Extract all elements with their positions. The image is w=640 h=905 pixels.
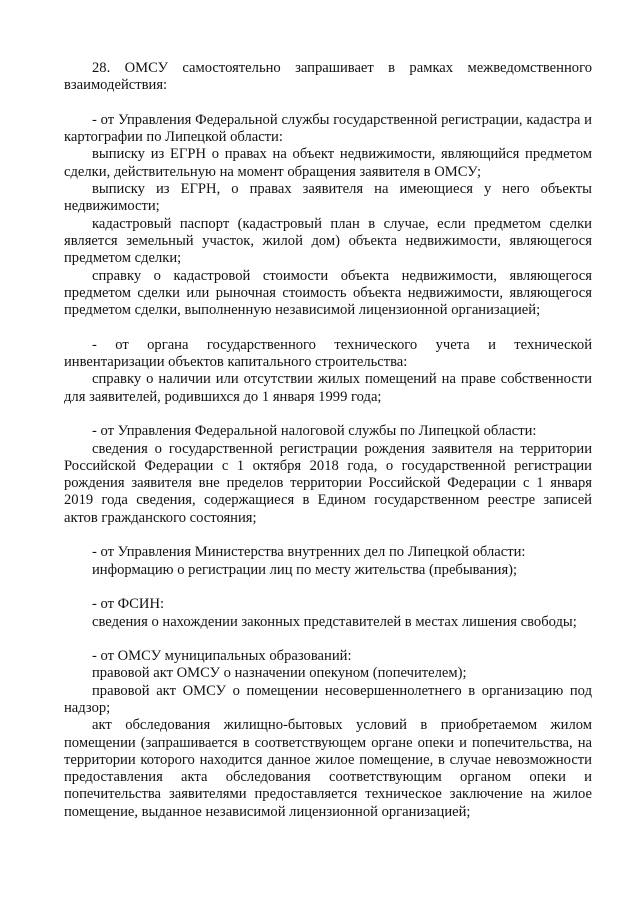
section-gap	[64, 95, 592, 112]
source-section	[64, 648, 592, 821]
document-item-paragraph: кадастровый паспорт (кадастровый план в случае, если предметом сделки является земельный участок, жилой дом) объекта недвижимости, являющегося предметом сделки;	[64, 215, 592, 267]
clause-header-section	[64, 60, 592, 95]
document-body	[64, 60, 592, 821]
section-heading-paragraph: - от органа государственного технического учета и технической инвентаризации объектов капитального строительства:	[64, 336, 592, 371]
source-section	[64, 423, 592, 527]
source-section	[64, 337, 592, 406]
document-item-paragraph: справку о кадастровой стоимости объекта недвижимости, являющегося предметом сделки или рыночная стоимость объекта недвижимости, являющегося предметом сделки, выполненную независимой лицензионной организацией;	[64, 267, 592, 319]
document-item-paragraph: информацию о регистрации лиц по месту жительства (пребывания);	[92, 561, 518, 578]
section-heading-paragraph: - от Управления Федеральной службы государственной регистрации, кадастра и картографии по Липецкой области:	[64, 111, 592, 146]
source-section	[64, 596, 592, 631]
section-heading-paragraph: - от ФСИН:	[92, 596, 165, 613]
section-gap	[64, 631, 592, 648]
section-heading-paragraph: - от Управления Министерства внутренних дел по Липецкой области:	[92, 544, 526, 561]
document-item-paragraph: выписку из ЕГРН, о правах заявителя на имеющиеся у него объекты недвижимости;	[64, 181, 592, 215]
source-section	[64, 112, 592, 320]
document-item-paragraph: сведения о государственной регистрации рождения заявителя на территории Российской Федерации с 1 октября 2018 года, о государственной регистрации рождения заявителя вне пределов территории Российской Федерации с 1 января 2019 года сведения, содержащиеся в Едином государственном реестре записей актов гражданского состояния;	[64, 440, 592, 526]
document-item-paragraph: выписку из ЕГРН о правах на объект недвижимости, являющийся предметом сделки, действительную на момент обращения заявителя в ОМСУ;	[64, 146, 592, 180]
document-item-paragraph: сведения о нахождении законных представителей в местах лишения свободы;	[92, 613, 577, 630]
section-gap	[64, 406, 592, 423]
section-heading-paragraph: 28. ОМСУ самостоятельно запрашивает в рамках межведомственного взаимодействия:	[64, 60, 592, 94]
document-item-paragraph: акт обследования жилищно-бытовых условий в приобретаемом жилом помещении (запрашивается в соответствующем органе опеки и попечительства, на территории которого находится данное жилое помещение, в случае невозможности предоставления акта обследования соответствующим органом опеки и попечительства заявителями предоставляется техническое заключение на жилое помещение, выданное независимой лицензионной организацией;	[64, 717, 592, 820]
section-gap	[64, 527, 592, 544]
document-item-paragraph: правовой акт ОМСУ о назначении опекуном (попечителем);	[92, 665, 467, 682]
section-heading-paragraph: - от Управления Федеральной налоговой службы по Липецкой области:	[92, 423, 537, 440]
section-heading-paragraph: - от ОМСУ муниципальных образований:	[92, 648, 352, 665]
section-gap	[64, 319, 592, 336]
section-gap	[64, 579, 592, 596]
document-item-paragraph: справку о наличии или отсутствии жилых помещений на праве собственности для заявителей, родившихся до 1 января 1999 года;	[64, 371, 592, 405]
document-item-paragraph: правовой акт ОМСУ о помещении несовершеннолетнего в организацию под надзор;	[64, 682, 592, 716]
source-section	[64, 544, 592, 579]
